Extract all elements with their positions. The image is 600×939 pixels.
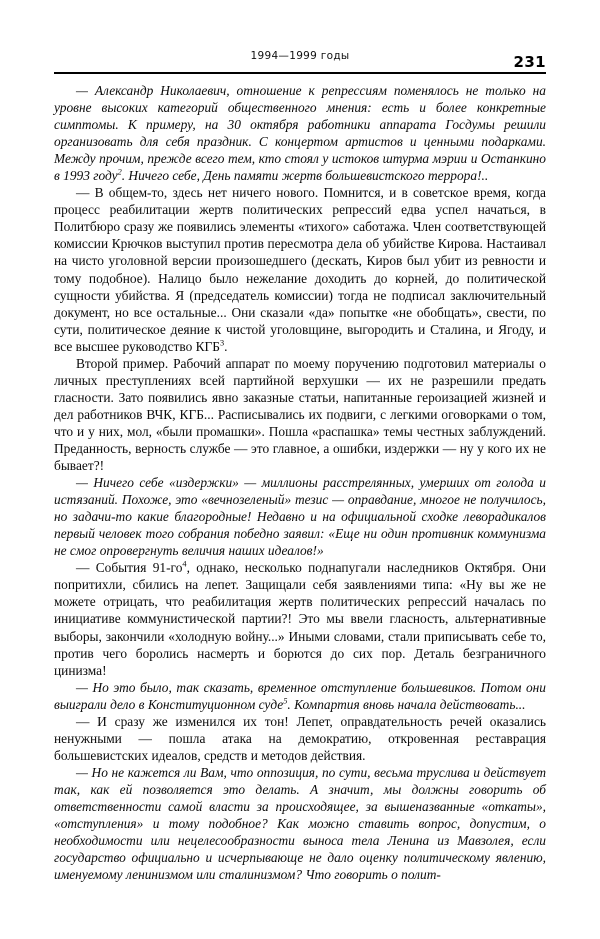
paragraph-text: — События 91-го [76, 560, 183, 576]
paragraph-text: Второй пример. Рабочий аппарат по моему поручению подготовил материалы о личных преступлениях всей партийной верхушки — их не разрешили предать гласности. Зато появились явно заказные статьи, напитанные героизацией жизней и дел работников ВЧК, КГБ... Расписывались их подвиги, с легкими оговорками о том, что и у них, мол, «были промашки». Пошла «распашка» темы честных заблуждений. Преданность, верность службе — это главное, а ошибки, издержки — ну у кого их не бывает?! [54, 355, 546, 474]
paragraph [54, 474, 546, 559]
paragraph-text: — Ничего себе «издержки» — миллионы расстрелянных, умерших от голода и истязаний. Похоже, это «вечнозеленый» тезис — оправдание, многое не получилось, но задачи-то какие благородные! Недавно и на официальной сходке леворадикалов первый человек того собрания победно заявил: «Еще ни один противник коммунизма не смог опровергнуть величия наших идеалов!» [54, 475, 546, 559]
footnote-marker-2: 2 [117, 167, 122, 177]
paragraph-tail: . Ничего себе, День памяти жертв большевистского террора!.. [121, 168, 489, 184]
running-title: 1994—1999 годы [250, 50, 350, 62]
page-header [54, 50, 546, 70]
paragraph-tail: , однако, несколько поднапугали наследников Октября. Они попритихли, сбились на лепет. Защищали себя заявлениями типа: «Ну вы же не можете отрицать, что реабилитация жертв политических репрессий началась по инициативе коммунистической партии?! Это мы ввели гласность, альтернативные выборы, закончили «холодную войну...» Иными словами, стали приписывать себе то, против чего боролись насмерть и борются до сих пор. Деталь безграничного цинизма! [54, 560, 547, 678]
paragraph [54, 713, 546, 764]
header-rule [54, 72, 546, 74]
footnote-marker-5: 5 [283, 696, 288, 706]
paragraph [54, 559, 546, 678]
paragraph-text: — И сразу же изменился их тон! Лепет, оправдательность речей оказались ненужными — пошла атака на демократию, откровенная реставрация большевистских идеалов, средств и методов действия. [54, 713, 546, 763]
paragraph [54, 764, 546, 883]
paragraph-tail: . Компартия вновь начала действовать... [287, 696, 526, 712]
paragraph [54, 355, 546, 474]
footnote-marker-4: 4 [182, 559, 187, 569]
paragraph [54, 184, 546, 354]
paragraph-text: — Александр Николаевич, отношение к репрессиям поменялось не только на уровне высоких категорий общественного мнения: есть и более конкретные симптомы. К примеру, на 30 октября работники аппарата Госдумы решили организовать для себя праздник. С концертом артистов и ценными подарками. Между прочим, прежде всего тем, кто стоял у истоков штурма мэрии и Останкино в 1993 году [54, 83, 546, 184]
paragraph [54, 82, 546, 184]
paragraph [54, 679, 546, 713]
paragraph-text: — Но не кажется ли Вам, что оппозиция, по сути, весьма труслива и действует так, как ей позволяется это делать. А значит, мы должны говорить об ответственности самой власти за происходящее, за вышеназванные «откаты», «отступления» и тому подобное? Как можно ставить вопрос, допустим, о необходимости или нецелесообразности выноса тела Ленина из Мавзолея, если государство официально и исчерпывающе не дало оценку политическому явлению, именуемому ленинизмом или сталинизмом? Что говорить о полит- [54, 764, 546, 883]
paragraph-tail: . [224, 338, 228, 354]
page-number: 231 [513, 53, 546, 71]
paragraph-text: — Но это было, так сказать, временное отступление большевиков. Потом они выиграли дело в Конституционном суде [54, 679, 546, 712]
paragraph-text: — В общем-то, здесь нет ничего нового. Помнится, и в советское время, когда процесс реабилитации жертв политических репрессий едва успел начаться, в Политбюро сразу же появились элементы «тихого» саботажа. Член соответствующей комиссии Крючков выступил против пересмотра дела об убийстве Кирова. Настаивал на чисто уголовной версии произошедшего (дескать, Киров был убит из ревности и тому подобное). Налицо было нежелание доходить до корней, до политической сущности убийства. Я (председатель комиссии) тогда не подписал заключительный документ, но все остальные... Они сказали «да» попытке «не обобщать», свести, по сути, политическое деяние к чистой уголовщине, выгородить и Сталина, и Ягоду, и все высшее руководство КГБ [54, 185, 546, 354]
body-text [54, 82, 546, 883]
footnote-marker-3: 3 [219, 338, 225, 348]
